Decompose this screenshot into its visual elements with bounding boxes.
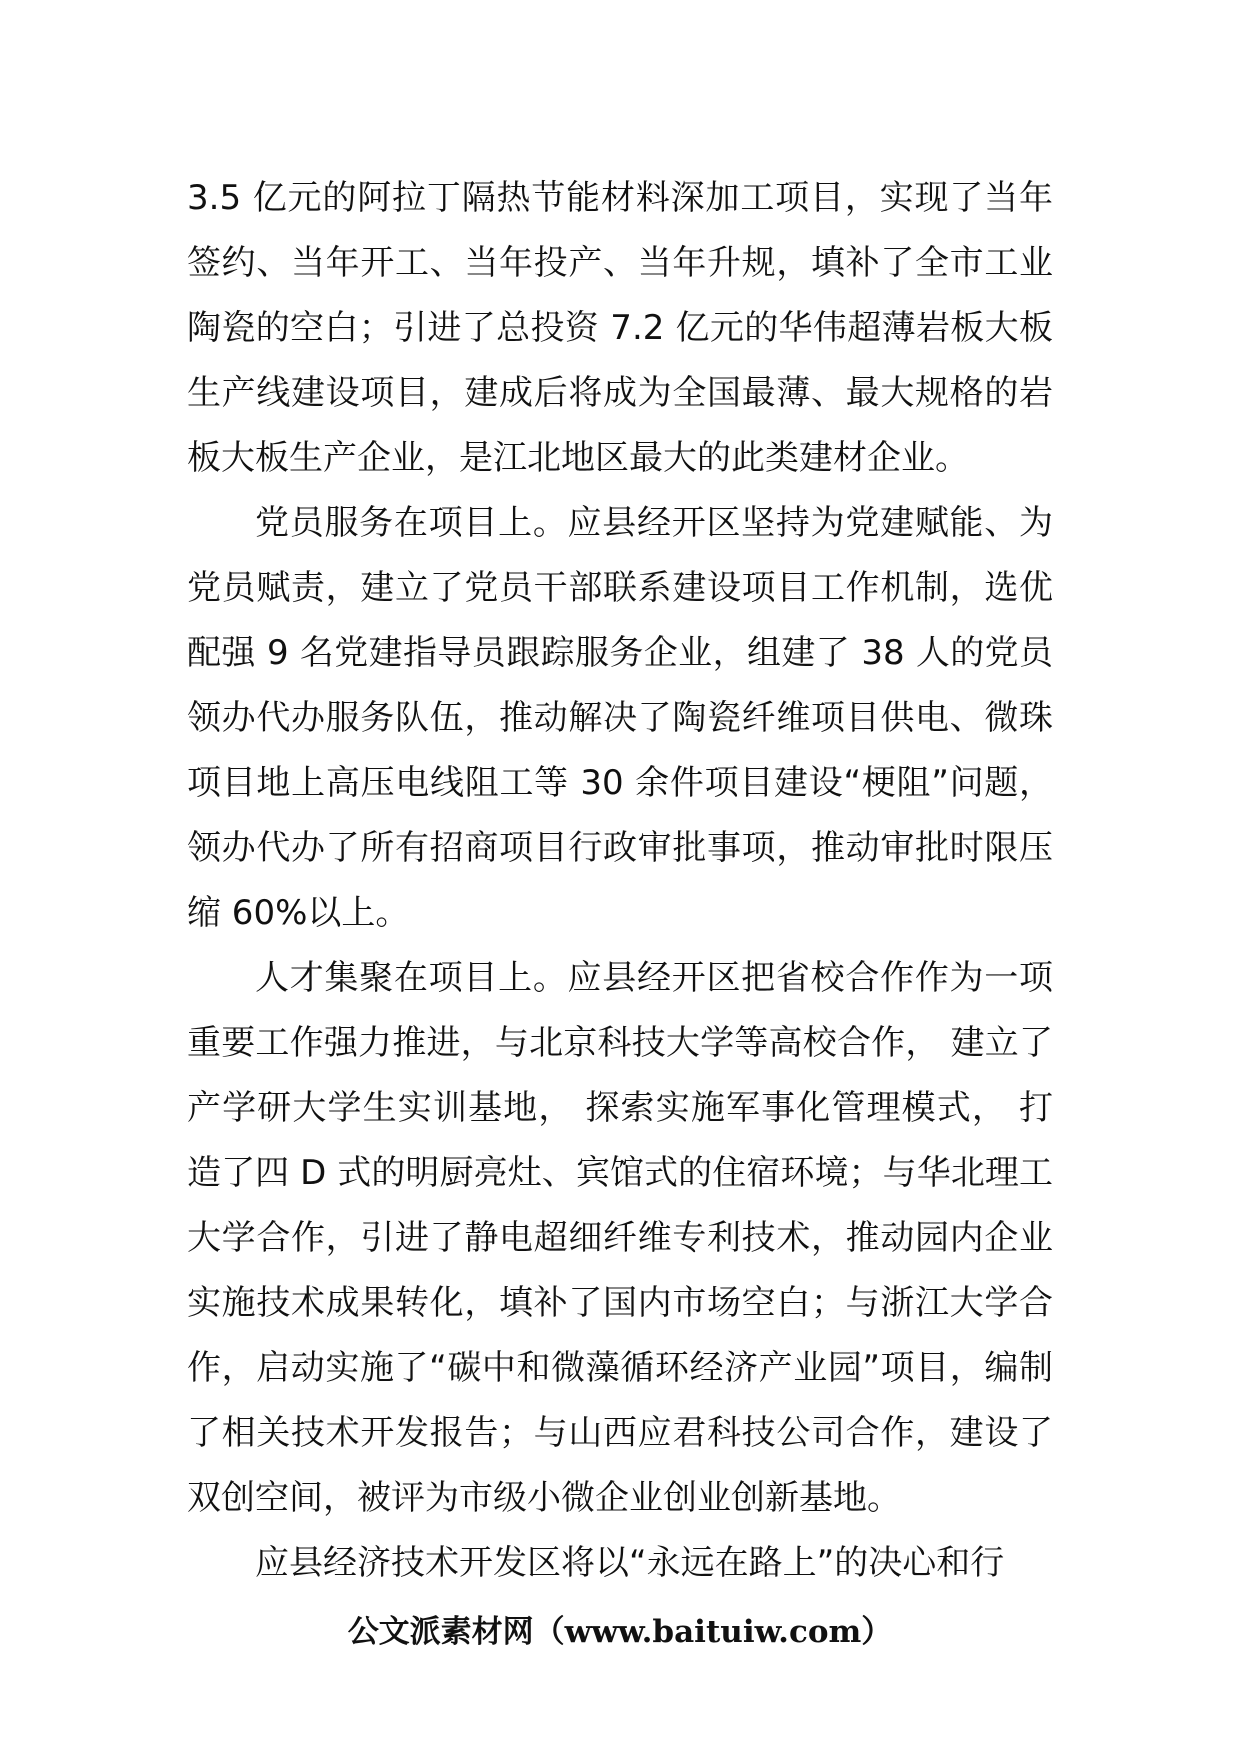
paragraph-conclusion: 应县经济技术开发区将以“永远在路上”的决心和行 [255,1543,1005,1583]
paragraph-party-service: 党员服务在项目上。应县经开区坚持为党建赋能、为党员赋责，建立了党员干部联系建设项目工作机制，选优配强 9 名党建指导员跟踪服务企业，组建了 38 人的党员领办代办服务队伍，推动解决了陶瓷纤维项目供电、微珠项目地上高压电线阻工等 30 余件项目建设“梗阻”问题，领办代办了所有招商项目行政审批事项，推动审批时限压缩 60%以上。 [187,503,1053,933]
document-body [187,166,1053,1596]
paragraph-talent-gathering: 人才集聚在项目上。应县经开区把省校合作作为一项重要工作强力推进，与北京科技大学等高校合作， 建立了产学研大学生实训基地， 探索实施军事化管理模式， 打造了四 D 式的明厨亮灶、宾馆式的住宿环境；与华北理工大学合作，引进了静电超细纤维专利技术，推动园内企业实施技术成果转化，填补了国内市场空白；与浙江大学合作，启动实施了“碳中和微藻循环经济产业园”项目，编制了相关技术开发报告；与山西应君科技公司合作，建设了双创空间，被评为市级小微企业创业创新基地。 [187,958,1053,1518]
paragraph-project-investment: 3.5 亿元的阿拉丁隔热节能材料深加工项目，实现了当年签约、当年开工、当年投产、当年升规，填补了全市工业陶瓷的空白；引进了总投资 7.2 亿元的华伟超薄岩板大板生产线建设项目，建成后将成为全国最薄、最大规格的岩板大板生产企业，是江北地区最大的此类建材企业。 [187,178,1053,478]
footer-watermark: 公文派素材网（www.baituiw.com） [347,1614,893,1650]
